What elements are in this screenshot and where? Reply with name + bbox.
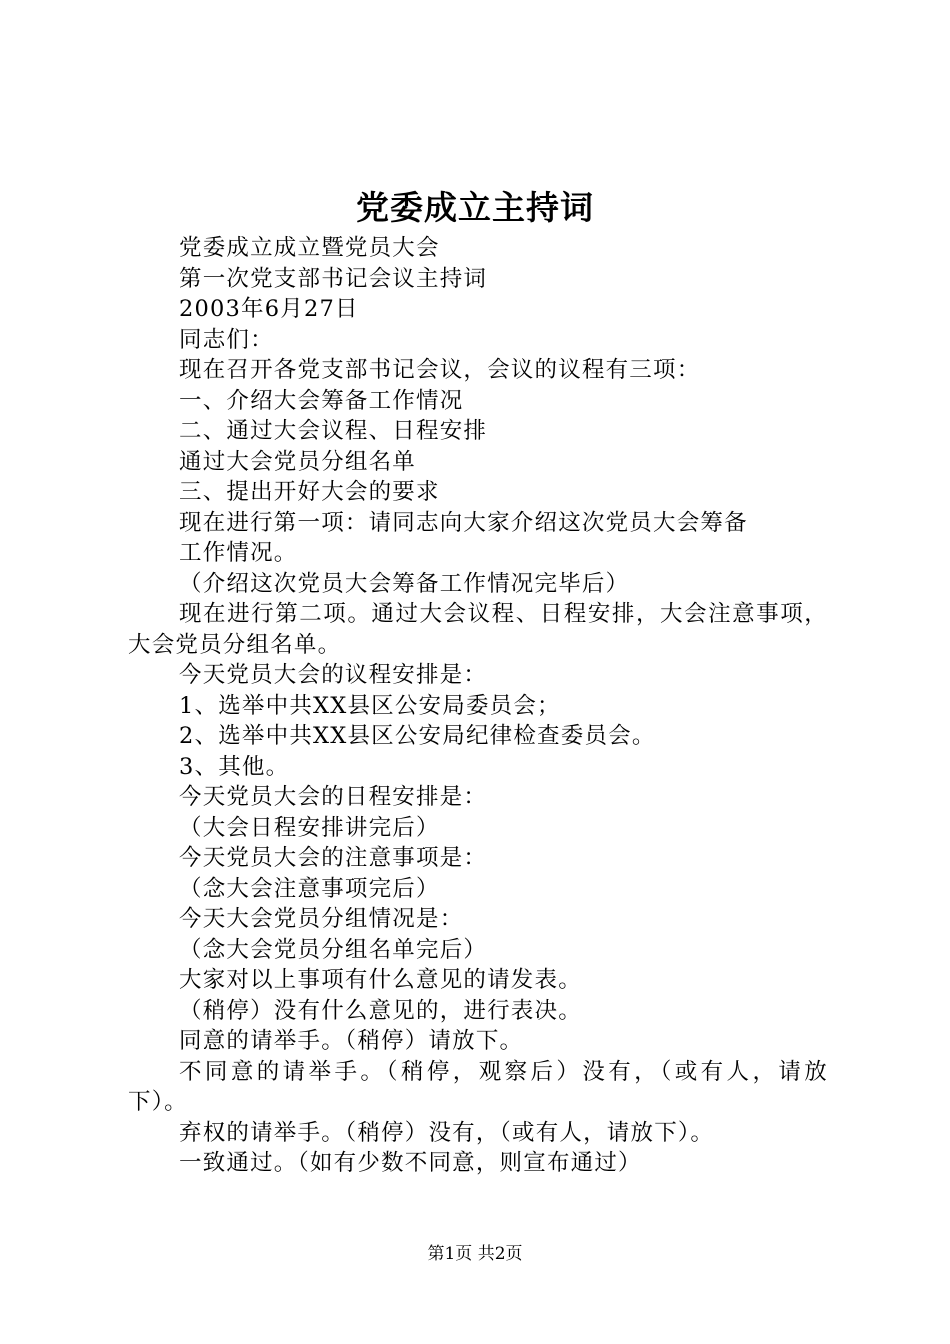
paragraph: 1、选举中共XX县区公安局委员会；: [179, 692, 561, 719]
paragraph: 工作情况。: [179, 540, 298, 566]
paragraph: 大家对以上事项有什么意见的请发表。: [179, 967, 582, 993]
paragraph: 一致通过。（如有少数不同意，则宣布通过）: [179, 1150, 642, 1176]
paragraph: 2、选举中共XX县区公安局纪律检查委员会。: [179, 723, 656, 749]
paragraph: 通过大会党员分组名单: [179, 448, 417, 475]
paragraph: 第一次党支部书记会议主持词: [179, 265, 488, 292]
page-footer: 第1页 共2页: [427, 1244, 523, 1264]
paragraph: 今天大会党员分组情况是：: [179, 906, 464, 932]
paragraph: 现在进行第二项。通过大会议程、日程安排，大会注意事项，大会党员分组名单。: [128, 601, 828, 658]
paragraph: 不同意的请举手。（稍停，观察后）没有，（或有人，请放下）。: [128, 1058, 828, 1115]
paragraph: （念大会注意事项完后）: [179, 875, 440, 902]
paragraph: 现在进行第一项：请同志向大家介绍这次党员大会筹备: [179, 509, 748, 536]
paragraph: 今天党员大会的议程安排是：: [179, 662, 488, 688]
document-title: 党委成立主持词: [356, 188, 594, 227]
paragraph: 弃权的请举手。（稍停）没有，（或有人，请放下）。: [179, 1119, 715, 1146]
paragraph: （介绍这次党员大会筹备工作情况完毕后）: [179, 570, 630, 597]
paragraph: （稍停）没有什么意见的，进行表决。: [179, 997, 582, 1024]
paragraph: 同意的请举手。（稍停）请放下。: [179, 1028, 524, 1054]
paragraph: 3、其他。: [179, 753, 290, 780]
paragraph: 一、介绍大会筹备工作情况: [179, 387, 464, 414]
paragraph: 二、通过大会议程、日程安排: [179, 418, 488, 444]
paragraph: （念大会党员分组名单完后）: [179, 936, 488, 963]
paragraph: 2003年6月27日: [179, 296, 359, 322]
paragraph: （大会日程安排讲完后）: [179, 814, 440, 841]
paragraph: 现在召开各党支部书记会议，会议的议程有三项：: [179, 357, 701, 383]
paragraph: 三、提出开好大会的要求: [179, 479, 440, 505]
paragraph: 同志们：: [179, 326, 274, 353]
paragraph: 今天党员大会的日程安排是：: [179, 784, 488, 810]
paragraph: 党委成立成立暨党员大会: [179, 235, 440, 261]
paragraph: 今天党员大会的注意事项是：: [179, 845, 488, 871]
document-body: [128, 233, 828, 1179]
